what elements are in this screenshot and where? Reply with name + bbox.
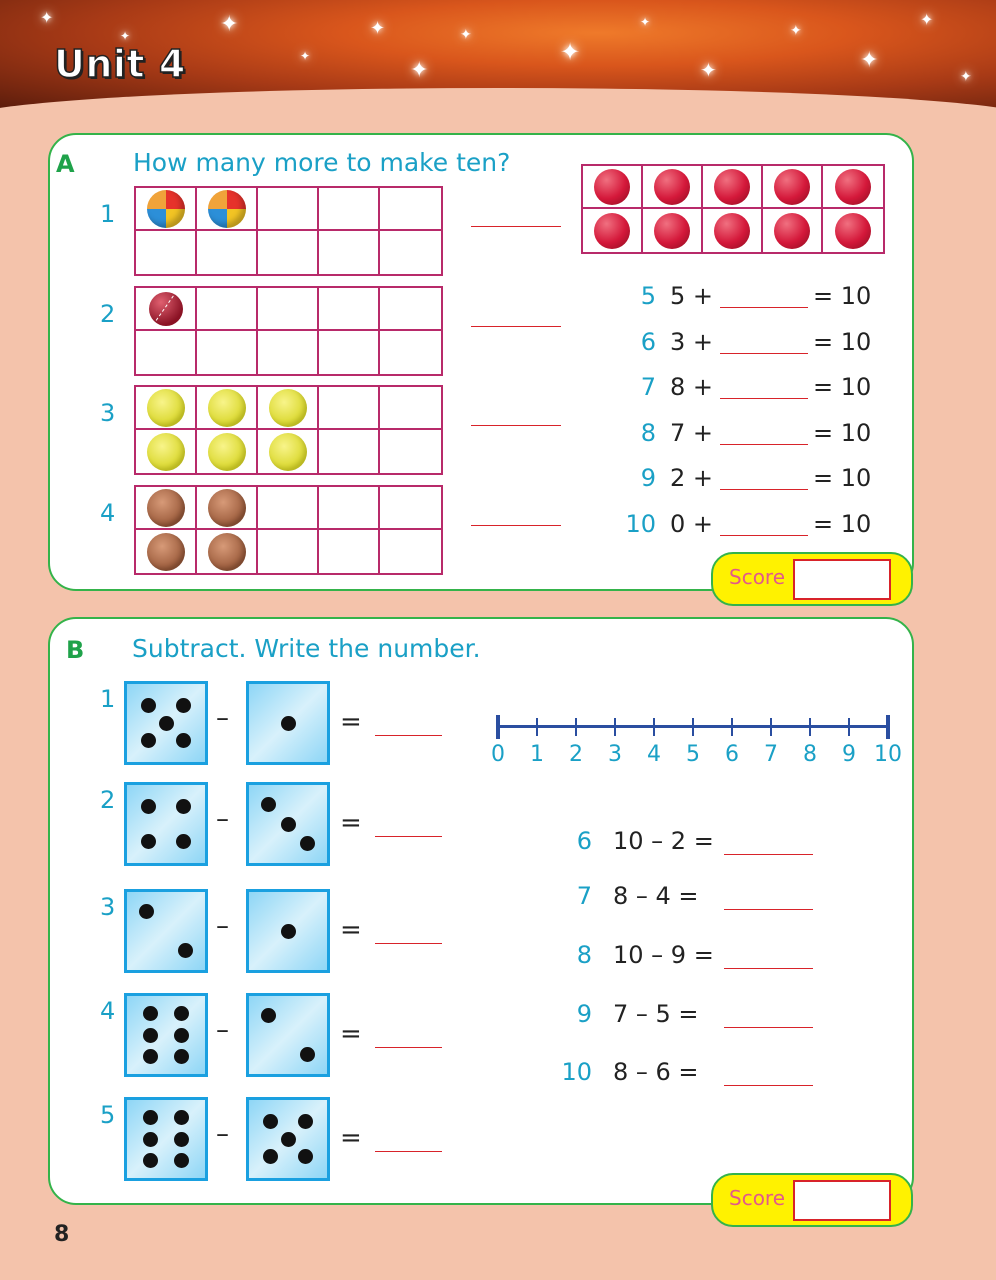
answer-line[interactable] (471, 425, 561, 426)
answer-line[interactable] (471, 226, 561, 227)
number-line-label: 1 (530, 742, 544, 767)
answer-line[interactable] (471, 525, 561, 526)
die-pip (300, 1047, 315, 1062)
equation-left: 7 + (670, 418, 714, 447)
equation-right: = 10 (813, 509, 872, 538)
die-minuend (124, 889, 208, 973)
answer-line[interactable] (724, 1027, 813, 1028)
subtraction-expression: 10 – 2 = (613, 827, 714, 855)
number-line-tick (731, 718, 733, 736)
number-line-tick (770, 718, 772, 736)
die-pip (141, 733, 156, 748)
equals-sign: = (340, 707, 362, 737)
red-ball (654, 169, 690, 205)
die-pip (141, 698, 156, 713)
die-pip (174, 1028, 189, 1043)
die-pip (143, 1006, 158, 1021)
ten-frame-cell (258, 530, 319, 573)
ten-frame-cell (583, 209, 643, 252)
ten-frame-cell (136, 430, 197, 473)
die-minuend (124, 782, 208, 866)
ten-frame (134, 186, 443, 276)
number-line-tick (653, 718, 655, 736)
die-pip (176, 834, 191, 849)
die-subtrahend (246, 681, 330, 765)
die-pip (143, 1049, 158, 1064)
page-number: 8 (54, 1222, 70, 1247)
die-pip (281, 817, 296, 832)
ten-frame-cell (703, 166, 763, 209)
equation-right: = 10 (813, 464, 872, 492)
basketball (147, 533, 185, 571)
die-pip (143, 1153, 158, 1168)
die-pip (263, 1114, 278, 1129)
question-number: 9 (640, 464, 656, 492)
ten-frame-cell (380, 430, 441, 473)
answer-line[interactable] (720, 444, 808, 445)
red-ball (714, 213, 750, 249)
ten-frame-cell (197, 188, 258, 231)
tennis-ball (208, 389, 246, 427)
tennis-ball (269, 389, 307, 427)
die-pip (159, 716, 174, 731)
ten-frame (134, 385, 443, 475)
ten-frame-cell (136, 487, 197, 530)
question-number: 4 (100, 997, 116, 1025)
score-input-b[interactable] (793, 1180, 891, 1221)
equation-left: 0 + (670, 509, 714, 538)
ten-frame-cell (380, 231, 441, 274)
die-pip (281, 716, 296, 731)
die-subtrahend (246, 782, 330, 866)
question-number: 7 (640, 373, 656, 401)
section-a-instruction: How many more to make ten? (133, 148, 511, 177)
ten-frame-cell (380, 188, 441, 231)
beach-ball (147, 190, 185, 228)
ten-frame-cell (197, 387, 258, 430)
number-line-label: 10 (874, 742, 902, 767)
red-ball (835, 213, 871, 249)
ten-frame-cell (380, 487, 441, 530)
die-pip (176, 799, 191, 814)
ten-frame-cell (258, 387, 319, 430)
question-number: 6 (640, 327, 656, 356)
minus-sign: – (216, 1119, 229, 1149)
tennis-ball (147, 389, 185, 427)
die-pip (178, 943, 193, 958)
question-number: 4 (100, 499, 116, 527)
number-line-tick (692, 718, 694, 736)
die-pip (263, 1149, 278, 1164)
ten-frame-cell (136, 387, 197, 430)
subtraction-expression: 7 – 5 = (613, 1000, 699, 1028)
minus-sign: – (216, 1015, 229, 1045)
die-pip (281, 924, 296, 939)
ten-frame-cell (319, 387, 380, 430)
answer-line[interactable] (471, 326, 561, 327)
die-pip (174, 1132, 189, 1147)
ten-frame-cell (583, 166, 643, 209)
answer-line[interactable] (720, 535, 808, 536)
die-minuend (124, 1097, 208, 1181)
answer-line[interactable] (720, 489, 808, 490)
number-line-label: 8 (803, 742, 817, 767)
equation-left: 3 + (670, 327, 714, 356)
ten-frame-cell (823, 166, 883, 209)
question-number: 5 (100, 1101, 116, 1129)
ten-frame-cell (763, 209, 823, 252)
score-box-a (711, 552, 913, 606)
ten-frame-cell (136, 530, 197, 573)
ten-frame-cell (319, 331, 380, 374)
equation-right: = 10 (813, 373, 872, 401)
die-pip (298, 1149, 313, 1164)
ten-frame-cell (823, 209, 883, 252)
red-ball (594, 213, 630, 249)
question-number: 8 (576, 941, 592, 969)
die-pip (281, 1132, 296, 1147)
ten-frame-cell (197, 530, 258, 573)
score-label: Score (729, 565, 786, 589)
die-minuend (124, 681, 208, 765)
section-b-instruction: Subtract. Write the number. (132, 634, 481, 663)
answer-line[interactable] (375, 836, 442, 837)
answer-line[interactable] (720, 398, 808, 399)
number-line-tick (886, 715, 890, 739)
die-pip (141, 799, 156, 814)
ten-frame-cell (643, 209, 703, 252)
ten-frame (134, 286, 443, 376)
number-line-tick (614, 718, 616, 736)
die-subtrahend (246, 1097, 330, 1181)
number-line-tick (575, 718, 577, 736)
score-label: Score (729, 1186, 786, 1210)
answer-line[interactable] (724, 1085, 813, 1086)
number-line-tick (496, 715, 500, 739)
ten-frame-cell (643, 166, 703, 209)
red-ball (594, 169, 630, 205)
question-number: 2 (100, 786, 116, 814)
number-line-tick (536, 718, 538, 736)
die-pip (139, 904, 154, 919)
ten-frame-cell (380, 331, 441, 374)
number-line-label: 7 (764, 742, 778, 767)
ten-frame-reference (581, 164, 885, 254)
die-pip (141, 834, 156, 849)
ten-frame-cell (136, 231, 197, 274)
tennis-ball (147, 433, 185, 471)
minus-sign: – (216, 703, 229, 733)
section-a-letter: A (56, 150, 75, 178)
number-line-tick (848, 718, 850, 736)
number-line-label: 5 (686, 742, 700, 767)
ten-frame-cell (197, 487, 258, 530)
ten-frame-cell (136, 331, 197, 374)
die-pip (298, 1114, 313, 1129)
die-pip (261, 797, 276, 812)
subtraction-expression: 10 – 9 = (613, 941, 714, 969)
equals-sign: = (340, 808, 362, 838)
score-box-b (711, 1173, 913, 1227)
die-pip (176, 698, 191, 713)
number-line-tick (809, 718, 811, 736)
answer-line[interactable] (724, 968, 813, 969)
answer-line[interactable] (720, 307, 808, 308)
score-input-a[interactable] (793, 559, 891, 600)
die-pip (174, 1006, 189, 1021)
subtraction-expression: 8 – 4 = (613, 882, 699, 910)
basketball (208, 489, 246, 527)
ten-frame-cell (136, 288, 197, 331)
question-number: 6 (576, 827, 592, 855)
minus-sign: – (216, 911, 229, 941)
ten-frame-cell (319, 188, 380, 231)
equals-sign: = (340, 1123, 362, 1153)
question-number: 10 (561, 1058, 592, 1086)
die-pip (143, 1110, 158, 1125)
number-line-label: 6 (725, 742, 739, 767)
question-number: 9 (576, 1000, 592, 1028)
ten-frame-cell (197, 331, 258, 374)
ten-frame-cell (380, 387, 441, 430)
die-pip (300, 836, 315, 851)
answer-line[interactable] (375, 735, 442, 736)
equation-left: 5 + (670, 282, 714, 310)
minus-sign: – (216, 804, 229, 834)
ten-frame-cell (319, 430, 380, 473)
answer-line[interactable] (724, 854, 813, 855)
question-number: 3 (100, 893, 116, 921)
die-subtrahend (246, 889, 330, 973)
die-pip (143, 1028, 158, 1043)
answer-line[interactable] (724, 909, 813, 910)
equals-sign: = (340, 1019, 362, 1049)
die-pip (176, 733, 191, 748)
equation-left: 8 + (670, 373, 714, 401)
ten-frame-cell (136, 188, 197, 231)
question-number: 7 (576, 882, 592, 910)
unit-title: Unit 4 (54, 42, 186, 86)
question-number: 3 (100, 399, 116, 427)
number-line (498, 725, 888, 728)
cricket-ball (149, 292, 183, 326)
number-line-label: 4 (647, 742, 661, 767)
ten-frame-cell (380, 288, 441, 331)
red-ball (774, 213, 810, 249)
die-pip (174, 1153, 189, 1168)
basketball (208, 533, 246, 571)
basketball (147, 489, 185, 527)
ten-frame-cell (197, 430, 258, 473)
die-pip (174, 1049, 189, 1064)
beach-ball (208, 190, 246, 228)
ten-frame-cell (319, 231, 380, 274)
die-subtrahend (246, 993, 330, 1077)
equation-right: = 10 (813, 282, 872, 310)
red-ball (654, 213, 690, 249)
number-line-label: 0 (491, 742, 505, 767)
ten-frame-cell (197, 231, 258, 274)
question-number: 5 (640, 282, 656, 310)
die-pip (174, 1110, 189, 1125)
ten-frame-cell (258, 188, 319, 231)
die-pip (261, 1008, 276, 1023)
question-number: 8 (640, 418, 656, 447)
ten-frame-cell (319, 288, 380, 331)
ten-frame-cell (258, 231, 319, 274)
ten-frame-cell (258, 288, 319, 331)
equation-left: 2 + (670, 464, 714, 492)
number-line-label: 2 (569, 742, 583, 767)
question-number: 2 (100, 300, 116, 328)
ten-frame-cell (258, 331, 319, 374)
header-banner: ✦ ✦ ✦ ✦ ✦ ✦ ✦ ✦ ✦ ✦ ✦ ✦ ✦ ✦ (0, 0, 996, 110)
die-minuend (124, 993, 208, 1077)
red-ball (835, 169, 871, 205)
question-number: 1 (100, 685, 116, 713)
ten-frame-cell (258, 487, 319, 530)
tennis-ball (269, 433, 307, 471)
equation-right: = 10 (813, 418, 872, 447)
answer-line[interactable] (720, 353, 808, 354)
question-number: 10 (625, 509, 656, 538)
ten-frame-cell (380, 530, 441, 573)
section-b-letter: B (66, 636, 85, 664)
die-pip (143, 1132, 158, 1147)
answer-line[interactable] (375, 1047, 442, 1048)
ten-frame-cell (703, 209, 763, 252)
ten-frame-cell (197, 288, 258, 331)
answer-line[interactable] (375, 1151, 442, 1152)
ten-frame (134, 485, 443, 575)
number-line-label: 9 (842, 742, 856, 767)
tennis-ball (208, 433, 246, 471)
number-line-label: 3 (608, 742, 622, 767)
red-ball (774, 169, 810, 205)
red-ball (714, 169, 750, 205)
equation-right: = 10 (813, 327, 872, 356)
ten-frame-cell (319, 487, 380, 530)
ten-frame-cell (319, 530, 380, 573)
ten-frame-cell (763, 166, 823, 209)
equals-sign: = (340, 915, 362, 945)
ten-frame-cell (258, 430, 319, 473)
answer-line[interactable] (375, 943, 442, 944)
question-number: 1 (100, 200, 116, 228)
subtraction-expression: 8 – 6 = (613, 1058, 699, 1086)
